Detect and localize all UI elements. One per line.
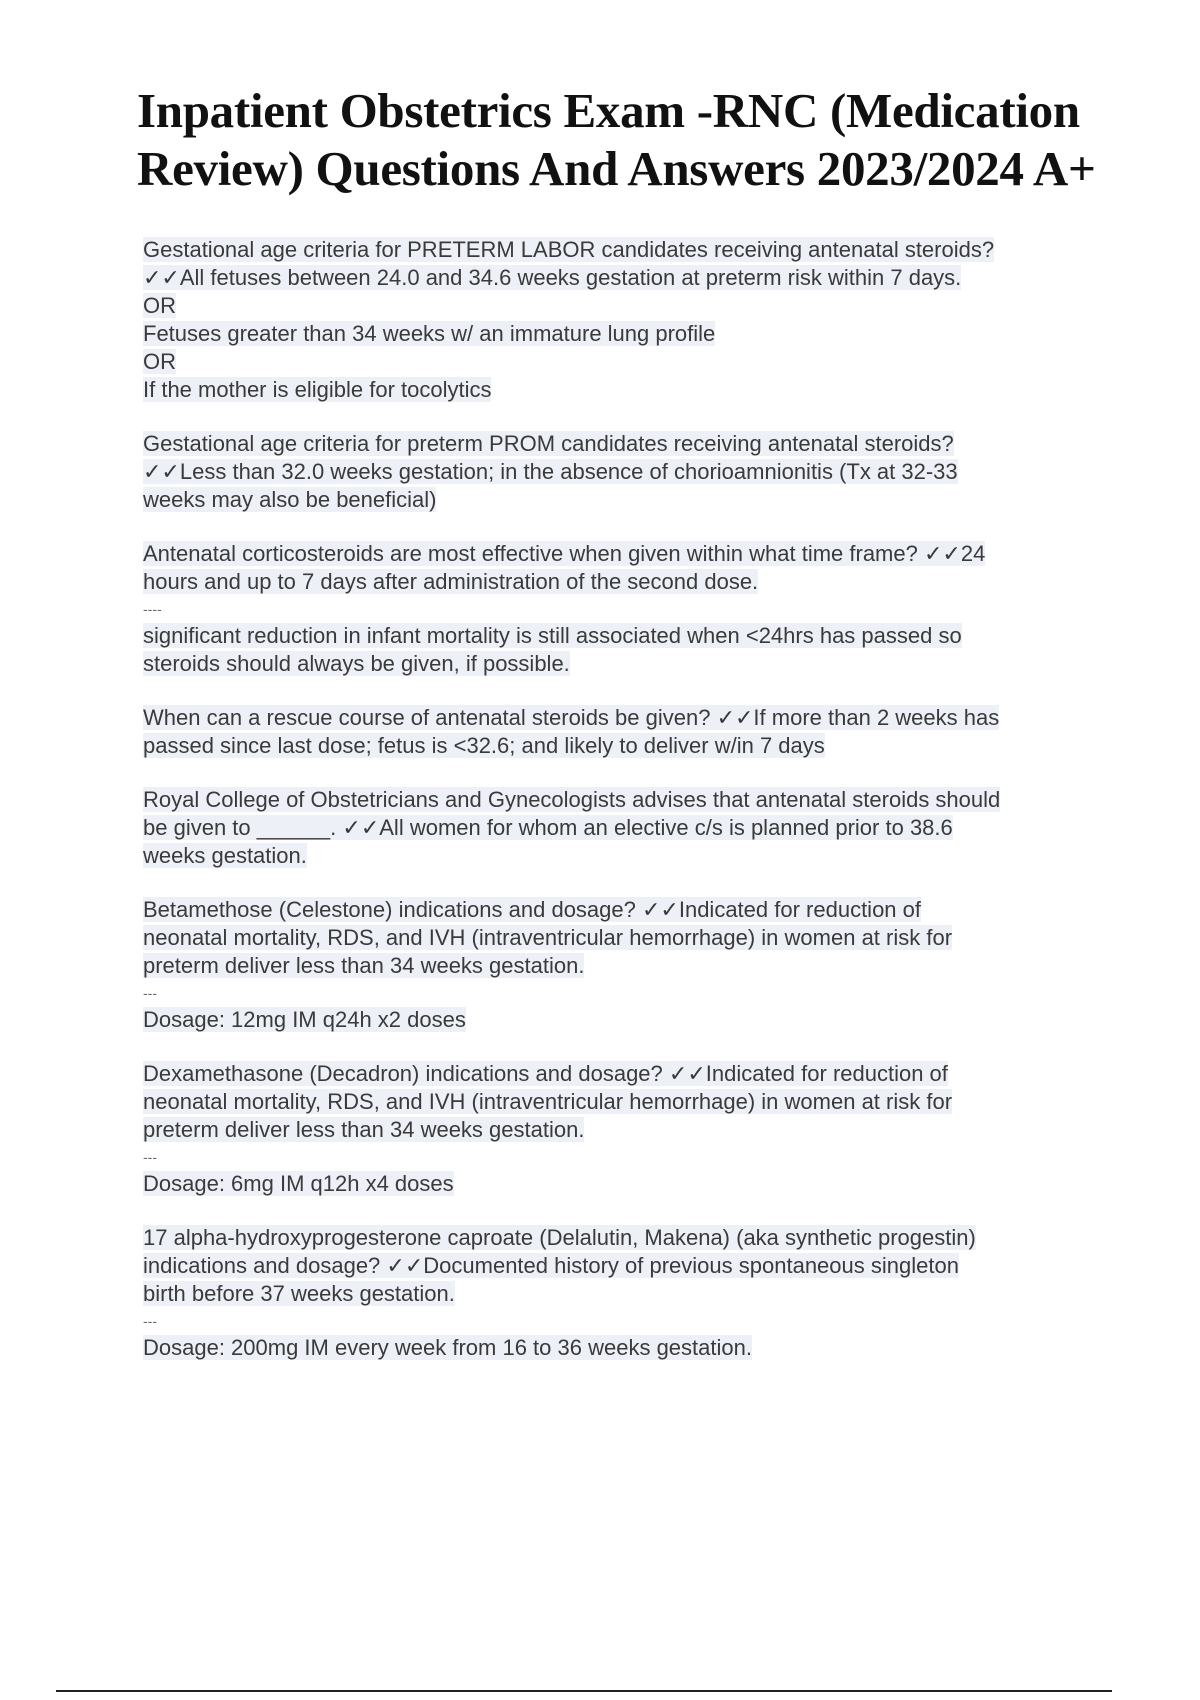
separator-dashes: --- (143, 1313, 157, 1329)
qa-line: weeks gestation. (143, 843, 307, 868)
qa-item (143, 1060, 1103, 1198)
qa-line: neonatal mortality, RDS, and IVH (intraventricular hemorrhage) in women at risk for (143, 1089, 953, 1114)
qa-line: hours and up to 7 days after administration of the second dose. (143, 569, 759, 594)
separator-dashes: --- (143, 985, 157, 1001)
separator-dashes: ---- (143, 601, 162, 617)
qa-line: Dosage: 200mg IM every week from 16 to 36 weeks gestation. (143, 1335, 752, 1360)
qa-line: OR (143, 349, 176, 374)
qa-item (143, 896, 1103, 1034)
qa-line: Gestational age criteria for preterm PROM candidates receiving antenatal steroids? (143, 431, 954, 456)
qa-line: be given to ______. ✓✓All women for whom an elective c/s is planned prior to 38.6 (143, 815, 953, 840)
qa-line: Dosage: 6mg IM q12h x4 doses (143, 1171, 454, 1196)
qa-line: Fetuses greater than 34 weeks w/ an immature lung profile (143, 321, 716, 346)
qa-line: indications and dosage? ✓✓Documented history of previous spontaneous singleton (143, 1253, 959, 1278)
qa-line: steroids should always be given, if possible. (143, 651, 570, 676)
qa-item (143, 786, 1103, 870)
qa-line: ✓✓Less than 32.0 weeks gestation; in the absence of chorioamnionitis (Tx at 32-33 (143, 459, 958, 484)
qa-line: OR (143, 293, 176, 318)
qa-line: Betamethose (Celestone) indications and dosage? ✓✓Indicated for reduction of (143, 897, 922, 922)
qa-item (143, 704, 1103, 760)
qa-line: Royal College of Obstetricians and Gynecologists advises that antenatal steroids should (143, 787, 1001, 812)
qa-line: passed since last dose; fetus is <32.6; and likely to deliver w/in 7 days (143, 733, 825, 758)
qa-line: Dosage: 12mg IM q24h x2 doses (143, 1007, 466, 1032)
qa-line: ✓✓All fetuses between 24.0 and 34.6 weeks gestation at preterm risk within 7 days. (143, 265, 962, 290)
page-bottom-rule (56, 1690, 1112, 1692)
qa-item (143, 236, 1103, 404)
qa-item (143, 430, 1103, 514)
qa-line: Gestational age criteria for PRETERM LABOR candidates receiving antenatal steroids? (143, 237, 995, 262)
qa-line: 17 alpha-hydroxyprogesterone caproate (Delalutin, Makena) (aka synthetic progestin) (143, 1225, 976, 1250)
qa-line: significant reduction in infant mortality is still associated when <24hrs has passed so (143, 623, 962, 648)
qa-line: If the mother is eligible for tocolytics (143, 377, 492, 402)
qa-line: When can a rescue course of antenatal steroids be given? ✓✓If more than 2 weeks has (143, 705, 1000, 730)
qa-line: preterm deliver less than 34 weeks gestation. (143, 1117, 585, 1142)
qa-line: birth before 37 weeks gestation. (143, 1281, 455, 1306)
qa-line: Dexamethasone (Decadron) indications and dosage? ✓✓Indicated for reduction of (143, 1061, 948, 1086)
qa-item (143, 540, 1103, 678)
qa-line: weeks may also be beneficial) (143, 487, 437, 512)
qa-item (143, 1224, 1103, 1362)
qa-list (143, 236, 1103, 1388)
separator-dashes: --- (143, 1149, 157, 1165)
qa-line: neonatal mortality, RDS, and IVH (intraventricular hemorrhage) in women at risk for (143, 925, 953, 950)
qa-line: Antenatal corticosteroids are most effective when given within what time frame? ✓✓24 (143, 541, 986, 566)
document-title: Inpatient Obstetrics Exam -RNC (Medication Review) Questions And Answers 2023/2024 A+ (137, 83, 1096, 196)
qa-line: preterm deliver less than 34 weeks gestation. (143, 953, 585, 978)
